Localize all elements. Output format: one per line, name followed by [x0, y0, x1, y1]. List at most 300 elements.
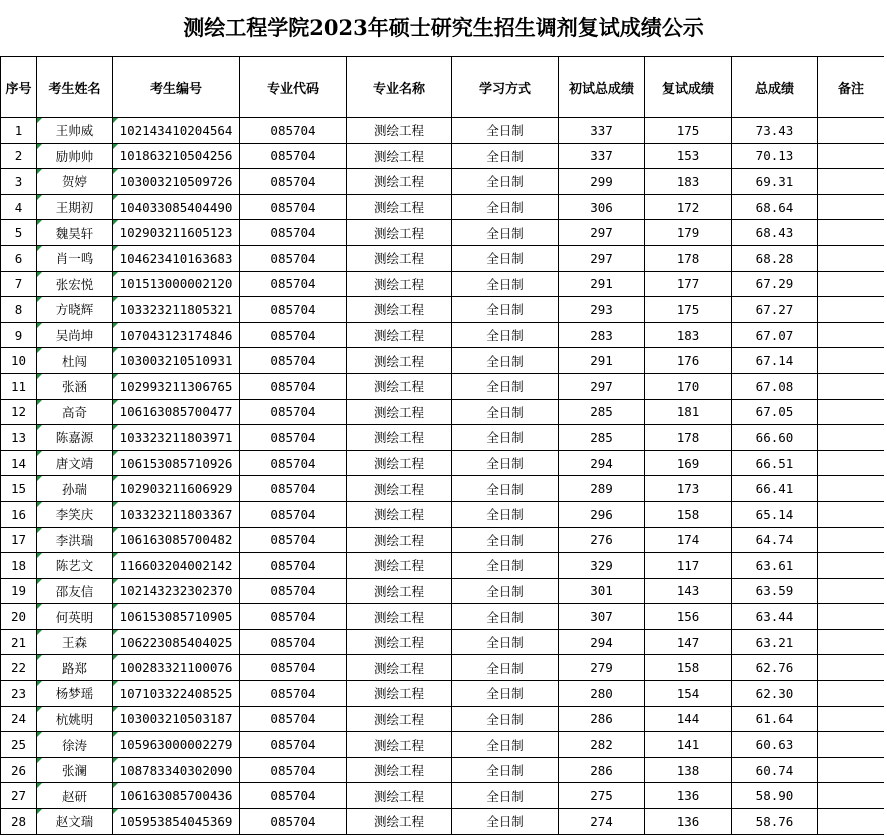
- cell-note: [818, 629, 885, 655]
- cell-major-name: 测绘工程: [347, 783, 452, 809]
- cell-study-mode: 全日制: [452, 118, 559, 144]
- cell-no: 9: [1, 322, 37, 348]
- cell-candidate-id: 107103322408525: [113, 681, 240, 707]
- cell-major-code: 085704: [240, 373, 347, 399]
- cell-study-mode: 全日制: [452, 450, 559, 476]
- cell-note: [818, 527, 885, 553]
- column-header-study-mode: 学习方式: [452, 57, 559, 118]
- cell-candidate-id: 103323211803971: [113, 425, 240, 451]
- cell-major-code: 085704: [240, 348, 347, 374]
- cell-retest-score: 172: [645, 194, 732, 220]
- cell-major-code: 085704: [240, 629, 347, 655]
- cell-name: 路郑: [37, 655, 113, 681]
- cell-retest-score: 176: [645, 348, 732, 374]
- cell-major-code: 085704: [240, 118, 347, 144]
- cell-major-name: 测绘工程: [347, 118, 452, 144]
- cell-candidate-id: 101863210504256: [113, 143, 240, 169]
- cell-no: 10: [1, 348, 37, 374]
- cell-note: [818, 297, 885, 323]
- cell-total-score: 69.31: [732, 169, 818, 195]
- cell-note: [818, 553, 885, 579]
- cell-name: 李洪瑞: [37, 527, 113, 553]
- table-row: [1, 271, 885, 297]
- cell-note: [818, 118, 885, 144]
- cell-major-name: 测绘工程: [347, 476, 452, 502]
- table-row: [1, 322, 885, 348]
- cell-name: 励帅帅: [37, 143, 113, 169]
- cell-study-mode: 全日制: [452, 348, 559, 374]
- cell-retest-score: 156: [645, 604, 732, 630]
- cell-total-score: 61.64: [732, 706, 818, 732]
- cell-no: 25: [1, 732, 37, 758]
- cell-major-code: 085704: [240, 757, 347, 783]
- cell-initial-score: 275: [559, 783, 645, 809]
- cell-no: 23: [1, 681, 37, 707]
- cell-major-name: 测绘工程: [347, 527, 452, 553]
- cell-no: 7: [1, 271, 37, 297]
- cell-no: 6: [1, 245, 37, 271]
- cell-candidate-id: 102903211605123: [113, 220, 240, 246]
- cell-total-score: 68.43: [732, 220, 818, 246]
- cell-note: [818, 169, 885, 195]
- cell-initial-score: 307: [559, 604, 645, 630]
- cell-major-name: 测绘工程: [347, 681, 452, 707]
- cell-major-name: 测绘工程: [347, 425, 452, 451]
- table-row: [1, 527, 885, 553]
- cell-note: [818, 706, 885, 732]
- cell-candidate-id: 104033085404490: [113, 194, 240, 220]
- cell-major-name: 测绘工程: [347, 322, 452, 348]
- table-row: [1, 501, 885, 527]
- cell-name: 陈艺文: [37, 553, 113, 579]
- cell-candidate-id: 103003210509726: [113, 169, 240, 195]
- cell-total-score: 58.90: [732, 783, 818, 809]
- cell-initial-score: 293: [559, 297, 645, 323]
- cell-major-code: 085704: [240, 450, 347, 476]
- cell-major-name: 测绘工程: [347, 757, 452, 783]
- cell-major-code: 085704: [240, 604, 347, 630]
- cell-name: 方晓辉: [37, 297, 113, 323]
- cell-initial-score: 274: [559, 809, 645, 835]
- cell-retest-score: 181: [645, 399, 732, 425]
- cell-total-score: 67.05: [732, 399, 818, 425]
- cell-name: 高奇: [37, 399, 113, 425]
- cell-study-mode: 全日制: [452, 809, 559, 835]
- cell-major-code: 085704: [240, 501, 347, 527]
- cell-study-mode: 全日制: [452, 399, 559, 425]
- cell-name: 王期初: [37, 194, 113, 220]
- cell-name: 杭姚明: [37, 706, 113, 732]
- cell-total-score: 63.21: [732, 629, 818, 655]
- cell-note: [818, 681, 885, 707]
- cell-candidate-id: 105953854045369: [113, 809, 240, 835]
- cell-major-name: 测绘工程: [347, 169, 452, 195]
- cell-no: 8: [1, 297, 37, 323]
- cell-major-code: 085704: [240, 527, 347, 553]
- cell-name: 杨梦瑶: [37, 681, 113, 707]
- cell-name: 王森: [37, 629, 113, 655]
- cell-candidate-id: 108783340302090: [113, 757, 240, 783]
- cell-no: 22: [1, 655, 37, 681]
- cell-retest-score: 136: [645, 783, 732, 809]
- cell-no: 26: [1, 757, 37, 783]
- cell-study-mode: 全日制: [452, 143, 559, 169]
- cell-major-name: 测绘工程: [347, 604, 452, 630]
- cell-no: 24: [1, 706, 37, 732]
- cell-initial-score: 337: [559, 143, 645, 169]
- table-row: [1, 629, 885, 655]
- cell-major-name: 测绘工程: [347, 271, 452, 297]
- table-row: [1, 245, 885, 271]
- cell-major-code: 085704: [240, 476, 347, 502]
- cell-major-code: 085704: [240, 399, 347, 425]
- cell-note: [818, 220, 885, 246]
- cell-candidate-id: 106153085710926: [113, 450, 240, 476]
- results-table: [0, 56, 885, 835]
- table-row: [1, 118, 885, 144]
- cell-note: [818, 322, 885, 348]
- cell-note: [818, 732, 885, 758]
- column-header-total-score: 总成绩: [732, 57, 818, 118]
- table-row: [1, 348, 885, 374]
- cell-study-mode: 全日制: [452, 169, 559, 195]
- cell-name: 陈嘉源: [37, 425, 113, 451]
- page-title: 测绘工程学院2023年硕士研究生招生调剂复试成绩公示: [183, 15, 704, 40]
- cell-name: 赵研: [37, 783, 113, 809]
- cell-total-score: 67.14: [732, 348, 818, 374]
- cell-no: 14: [1, 450, 37, 476]
- cell-retest-score: 177: [645, 271, 732, 297]
- cell-candidate-id: 106223085404025: [113, 629, 240, 655]
- cell-total-score: 60.74: [732, 757, 818, 783]
- cell-no: 13: [1, 425, 37, 451]
- cell-study-mode: 全日制: [452, 373, 559, 399]
- cell-initial-score: 282: [559, 732, 645, 758]
- cell-initial-score: 289: [559, 476, 645, 502]
- cell-candidate-id: 107043123174846: [113, 322, 240, 348]
- cell-total-score: 65.14: [732, 501, 818, 527]
- cell-study-mode: 全日制: [452, 271, 559, 297]
- cell-note: [818, 194, 885, 220]
- table-body: [1, 118, 885, 835]
- cell-name: 唐文靖: [37, 450, 113, 476]
- table-row: [1, 655, 885, 681]
- cell-retest-score: 174: [645, 527, 732, 553]
- cell-study-mode: 全日制: [452, 655, 559, 681]
- cell-retest-score: 153: [645, 143, 732, 169]
- cell-retest-score: 138: [645, 757, 732, 783]
- cell-major-name: 测绘工程: [347, 194, 452, 220]
- cell-initial-score: 279: [559, 655, 645, 681]
- column-header-major-name: 专业名称: [347, 57, 452, 118]
- column-header-major-code: 专业代码: [240, 57, 347, 118]
- table-row: [1, 783, 885, 809]
- table-row: [1, 425, 885, 451]
- cell-note: [818, 373, 885, 399]
- cell-major-code: 085704: [240, 194, 347, 220]
- cell-retest-score: 117: [645, 553, 732, 579]
- cell-major-code: 085704: [240, 783, 347, 809]
- cell-study-mode: 全日制: [452, 322, 559, 348]
- cell-note: [818, 271, 885, 297]
- table-row: [1, 399, 885, 425]
- cell-major-code: 085704: [240, 553, 347, 579]
- cell-retest-score: 178: [645, 245, 732, 271]
- cell-initial-score: 329: [559, 553, 645, 579]
- cell-candidate-id: 105963000002279: [113, 732, 240, 758]
- column-header-retest-score: 复试成绩: [645, 57, 732, 118]
- cell-candidate-id: 102903211606929: [113, 476, 240, 502]
- cell-initial-score: 283: [559, 322, 645, 348]
- cell-major-name: 测绘工程: [347, 553, 452, 579]
- cell-candidate-id: 103323211803367: [113, 501, 240, 527]
- cell-candidate-id: 106153085710905: [113, 604, 240, 630]
- cell-candidate-id: 100283321100076: [113, 655, 240, 681]
- cell-note: [818, 655, 885, 681]
- cell-name: 邵友信: [37, 578, 113, 604]
- cell-candidate-id: 106163085700482: [113, 527, 240, 553]
- cell-study-mode: 全日制: [452, 757, 559, 783]
- cell-note: [818, 245, 885, 271]
- cell-study-mode: 全日制: [452, 629, 559, 655]
- cell-total-score: 63.59: [732, 578, 818, 604]
- table-row: [1, 553, 885, 579]
- cell-note: [818, 143, 885, 169]
- cell-major-name: 测绘工程: [347, 655, 452, 681]
- cell-major-code: 085704: [240, 245, 347, 271]
- column-header-no: 序号: [1, 57, 37, 118]
- cell-study-mode: 全日制: [452, 245, 559, 271]
- cell-study-mode: 全日制: [452, 578, 559, 604]
- table-row: [1, 681, 885, 707]
- cell-total-score: 62.76: [732, 655, 818, 681]
- cell-retest-score: 154: [645, 681, 732, 707]
- cell-study-mode: 全日制: [452, 194, 559, 220]
- cell-total-score: 73.43: [732, 118, 818, 144]
- cell-note: [818, 399, 885, 425]
- cell-study-mode: 全日制: [452, 732, 559, 758]
- cell-major-code: 085704: [240, 681, 347, 707]
- cell-no: 20: [1, 604, 37, 630]
- cell-total-score: 67.29: [732, 271, 818, 297]
- cell-initial-score: 291: [559, 348, 645, 374]
- cell-no: 15: [1, 476, 37, 502]
- cell-no: 12: [1, 399, 37, 425]
- table-row: [1, 194, 885, 220]
- cell-total-score: 66.41: [732, 476, 818, 502]
- cell-no: 1: [1, 118, 37, 144]
- cell-major-code: 085704: [240, 425, 347, 451]
- cell-study-mode: 全日制: [452, 501, 559, 527]
- cell-major-code: 085704: [240, 143, 347, 169]
- cell-initial-score: 297: [559, 220, 645, 246]
- cell-retest-score: 143: [645, 578, 732, 604]
- cell-total-score: 64.74: [732, 527, 818, 553]
- cell-note: [818, 348, 885, 374]
- cell-name: 杜闯: [37, 348, 113, 374]
- cell-name: 肖一鸣: [37, 245, 113, 271]
- cell-note: [818, 501, 885, 527]
- cell-total-score: 66.60: [732, 425, 818, 451]
- cell-candidate-id: 102993211306765: [113, 373, 240, 399]
- cell-name: 徐涛: [37, 732, 113, 758]
- cell-name: 赵文瑞: [37, 809, 113, 835]
- cell-initial-score: 299: [559, 169, 645, 195]
- cell-retest-score: 183: [645, 169, 732, 195]
- cell-initial-score: 306: [559, 194, 645, 220]
- column-header-note: 备注: [818, 57, 885, 118]
- column-header-name: 考生姓名: [37, 57, 113, 118]
- cell-study-mode: 全日制: [452, 706, 559, 732]
- table-row: [1, 732, 885, 758]
- cell-initial-score: 296: [559, 501, 645, 527]
- table-row: [1, 757, 885, 783]
- table-row: [1, 297, 885, 323]
- cell-name: 孙瑞: [37, 476, 113, 502]
- cell-retest-score: 141: [645, 732, 732, 758]
- cell-retest-score: 147: [645, 629, 732, 655]
- cell-total-score: 66.51: [732, 450, 818, 476]
- cell-major-code: 085704: [240, 706, 347, 732]
- cell-note: [818, 425, 885, 451]
- cell-major-name: 测绘工程: [347, 706, 452, 732]
- cell-initial-score: 285: [559, 399, 645, 425]
- cell-major-code: 085704: [240, 322, 347, 348]
- cell-initial-score: 285: [559, 425, 645, 451]
- cell-name: 李笑庆: [37, 501, 113, 527]
- table-row: [1, 373, 885, 399]
- cell-initial-score: 297: [559, 245, 645, 271]
- cell-major-name: 测绘工程: [347, 450, 452, 476]
- cell-initial-score: 294: [559, 629, 645, 655]
- cell-study-mode: 全日制: [452, 604, 559, 630]
- table-row: [1, 143, 885, 169]
- cell-major-code: 085704: [240, 169, 347, 195]
- cell-note: [818, 450, 885, 476]
- cell-no: 17: [1, 527, 37, 553]
- cell-total-score: 67.07: [732, 322, 818, 348]
- cell-total-score: 60.63: [732, 732, 818, 758]
- cell-candidate-id: 103003210503187: [113, 706, 240, 732]
- cell-retest-score: 136: [645, 809, 732, 835]
- cell-major-code: 085704: [240, 809, 347, 835]
- cell-study-mode: 全日制: [452, 297, 559, 323]
- cell-retest-score: 175: [645, 297, 732, 323]
- table-row: [1, 220, 885, 246]
- cell-name: 张涵: [37, 373, 113, 399]
- cell-study-mode: 全日制: [452, 553, 559, 579]
- table-row: [1, 450, 885, 476]
- cell-study-mode: 全日制: [452, 527, 559, 553]
- cell-major-name: 测绘工程: [347, 629, 452, 655]
- cell-retest-score: 175: [645, 118, 732, 144]
- cell-no: 11: [1, 373, 37, 399]
- cell-note: [818, 604, 885, 630]
- cell-major-code: 085704: [240, 732, 347, 758]
- cell-no: 4: [1, 194, 37, 220]
- cell-retest-score: 178: [645, 425, 732, 451]
- cell-study-mode: 全日制: [452, 220, 559, 246]
- cell-no: 21: [1, 629, 37, 655]
- cell-major-code: 085704: [240, 578, 347, 604]
- cell-total-score: 67.08: [732, 373, 818, 399]
- cell-note: [818, 783, 885, 809]
- cell-initial-score: 276: [559, 527, 645, 553]
- table-row: [1, 476, 885, 502]
- table-header-row: [1, 57, 885, 118]
- cell-no: 3: [1, 169, 37, 195]
- cell-retest-score: 179: [645, 220, 732, 246]
- cell-total-score: 63.44: [732, 604, 818, 630]
- cell-major-code: 085704: [240, 655, 347, 681]
- cell-major-name: 测绘工程: [347, 732, 452, 758]
- cell-major-name: 测绘工程: [347, 245, 452, 271]
- cell-study-mode: 全日制: [452, 476, 559, 502]
- cell-candidate-id: 102143232302370: [113, 578, 240, 604]
- cell-major-name: 测绘工程: [347, 501, 452, 527]
- cell-no: 27: [1, 783, 37, 809]
- table-row: [1, 578, 885, 604]
- cell-candidate-id: 101513000002120: [113, 271, 240, 297]
- cell-note: [818, 476, 885, 502]
- cell-initial-score: 291: [559, 271, 645, 297]
- cell-retest-score: 158: [645, 655, 732, 681]
- cell-major-name: 测绘工程: [347, 220, 452, 246]
- cell-retest-score: 173: [645, 476, 732, 502]
- cell-candidate-id: 106163085700436: [113, 783, 240, 809]
- cell-note: [818, 809, 885, 835]
- cell-major-code: 085704: [240, 271, 347, 297]
- cell-major-name: 测绘工程: [347, 143, 452, 169]
- cell-name: 吴尚坤: [37, 322, 113, 348]
- table-row: [1, 604, 885, 630]
- cell-major-name: 测绘工程: [347, 399, 452, 425]
- cell-no: 16: [1, 501, 37, 527]
- cell-study-mode: 全日制: [452, 425, 559, 451]
- cell-candidate-id: 103003210510931: [113, 348, 240, 374]
- cell-major-code: 085704: [240, 220, 347, 246]
- cell-retest-score: 158: [645, 501, 732, 527]
- column-header-initial-score: 初试总成绩: [559, 57, 645, 118]
- cell-no: 2: [1, 143, 37, 169]
- cell-name: 魏昊轩: [37, 220, 113, 246]
- cell-name: 王帅威: [37, 118, 113, 144]
- cell-total-score: 58.76: [732, 809, 818, 835]
- cell-total-score: 68.28: [732, 245, 818, 271]
- cell-major-name: 测绘工程: [347, 348, 452, 374]
- cell-major-name: 测绘工程: [347, 373, 452, 399]
- cell-candidate-id: 116603204002142: [113, 553, 240, 579]
- cell-candidate-id: 104623410163683: [113, 245, 240, 271]
- cell-total-score: 63.61: [732, 553, 818, 579]
- table-row: [1, 809, 885, 835]
- cell-study-mode: 全日制: [452, 681, 559, 707]
- cell-name: 贺婷: [37, 169, 113, 195]
- cell-study-mode: 全日制: [452, 783, 559, 809]
- table-row: [1, 706, 885, 732]
- cell-initial-score: 286: [559, 706, 645, 732]
- cell-candidate-id: 102143410204564: [113, 118, 240, 144]
- cell-total-score: 70.13: [732, 143, 818, 169]
- cell-retest-score: 170: [645, 373, 732, 399]
- cell-note: [818, 757, 885, 783]
- cell-total-score: 62.30: [732, 681, 818, 707]
- cell-name: 何英明: [37, 604, 113, 630]
- cell-initial-score: 301: [559, 578, 645, 604]
- cell-initial-score: 297: [559, 373, 645, 399]
- cell-no: 28: [1, 809, 37, 835]
- cell-total-score: 67.27: [732, 297, 818, 323]
